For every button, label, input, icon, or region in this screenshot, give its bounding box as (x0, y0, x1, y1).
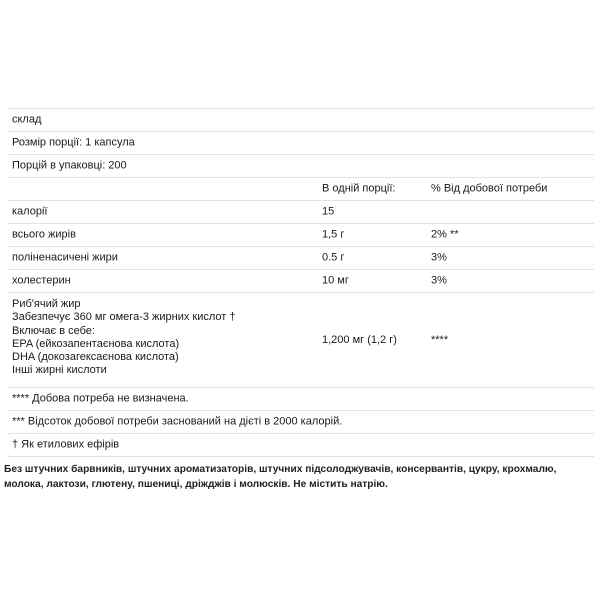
fish-oil-line: DHA (докозагексаєнова кислота) (12, 351, 179, 364)
nutrient-dv: 2% ** (431, 228, 459, 241)
fish-oil-description (12, 298, 236, 378)
fish-oil-line: Забезпечує 360 мг омега-3 жирних кислот † (12, 311, 236, 324)
nutrient-amount: 1,5 г (322, 228, 345, 241)
nutrient-row (8, 270, 594, 293)
nutrient-amount: 15 (322, 205, 335, 218)
footnote: *** Відсоток добової потреби заснований на дієті в 2000 калорій. (12, 415, 343, 428)
nutrient-dv: 3% (431, 274, 447, 287)
nutrient-row (8, 224, 594, 247)
nutrient-amount: 0.5 г (322, 251, 345, 264)
fish-oil-line: Інші жирні кислоти (12, 364, 107, 377)
footnote: † Як етилових ефірів (12, 438, 120, 451)
daily-value-header: % Від добової потреби (431, 182, 548, 195)
fish-oil-row (8, 293, 594, 388)
nutrient-row (8, 201, 594, 224)
serving-size-row (8, 132, 594, 155)
fish-oil-amount: 1,200 мг (1,2 г) (322, 334, 397, 346)
supplement-facts-table (8, 108, 594, 457)
ingredients-disclaimer: Без штучних барвників, штучних ароматизаторів, штучних підсолоджувачів, консервантів, цукру, крохмалю, молока, лактози, глютену, пшениці, дріжджів і молюсків. Не містить натрію. (4, 464, 557, 490)
nutrient-name: калорії (12, 205, 48, 218)
footnote-row (8, 411, 594, 434)
nutrient-name: холестерин (12, 274, 71, 287)
footnote: **** Добова потреба не визначена. (12, 392, 189, 405)
fish-oil-line: Включає в себе: (12, 324, 95, 337)
nutrient-dv: 3% (431, 251, 447, 264)
facts-heading: склад (12, 113, 42, 126)
per-serving-header: В одній порції: (322, 182, 396, 195)
servings-per-container: Порцій в упаковці: 200 (12, 159, 127, 172)
nutrient-amount: 10 мг (322, 274, 349, 287)
fish-oil-line: EPA (ейкозапентаєнова кислота) (12, 337, 180, 350)
nutrient-name: поліненасичені жири (12, 251, 118, 264)
nutrient-row (8, 247, 594, 270)
servings-per-container-row (8, 155, 594, 178)
facts-heading-row (8, 109, 594, 132)
nutrient-name: всього жирів (12, 228, 76, 241)
footnote-row (8, 388, 594, 411)
serving-size: Розмір порції: 1 капсула (12, 136, 135, 149)
footnote-row (8, 434, 594, 457)
fish-oil-dv: **** (431, 334, 449, 346)
column-header-row (8, 178, 594, 201)
fish-oil-line: Риб'ячий жир (12, 298, 81, 310)
